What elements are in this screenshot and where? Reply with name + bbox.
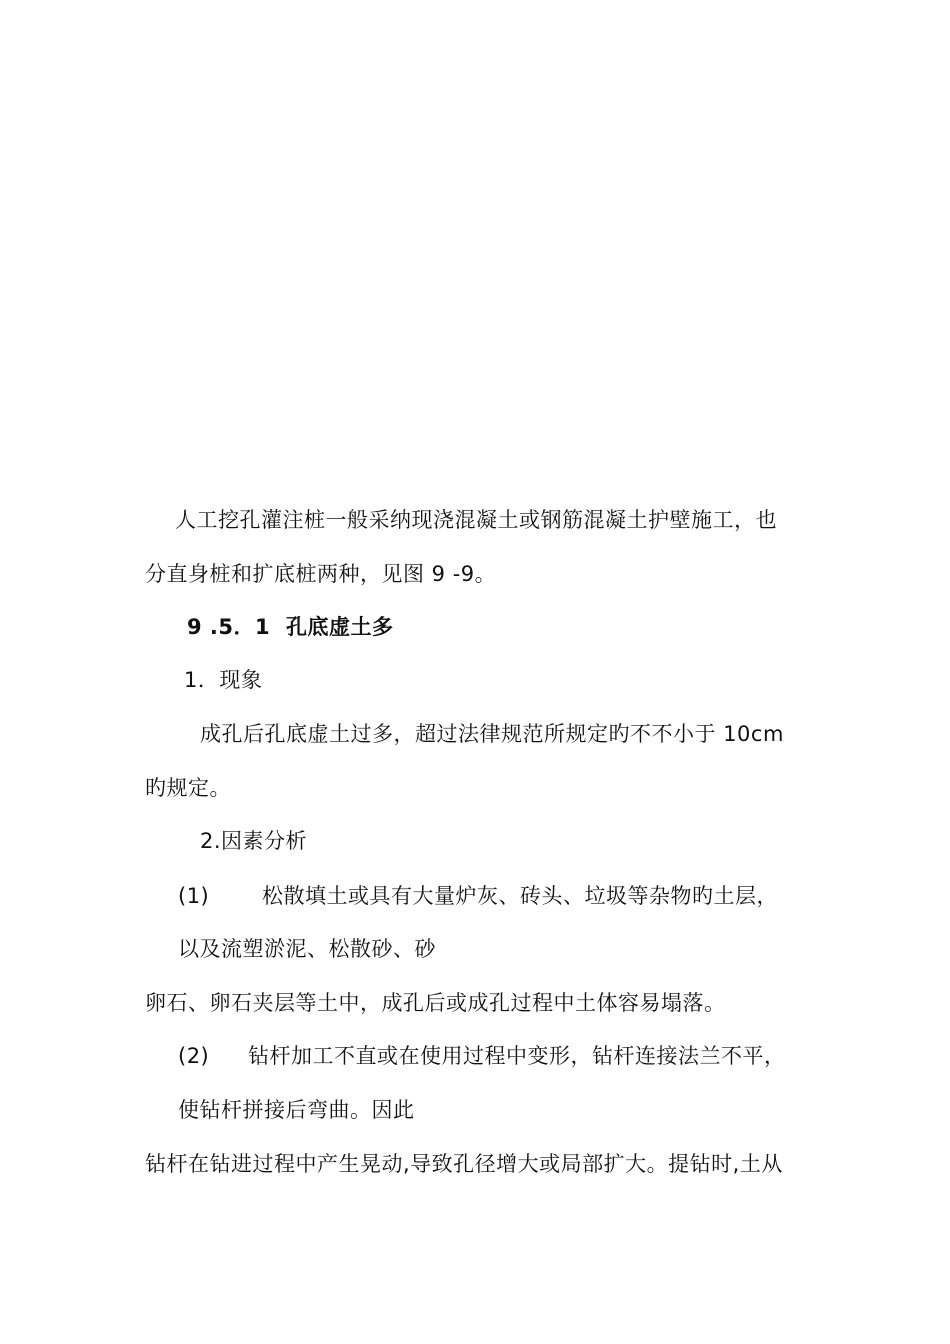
paragraph-1-line-1: 人工挖孔灌注桩一般采纳现浇混凝土或钢筋混凝土护壁施工，也 [175,508,777,532]
cause-1-line-2: 以及流塑淤泥、松散砂、砂 [178,937,436,961]
cause-1-line-3: 卵石、卵石夹层等土中，成孔后或成孔过程中土体容易塌落。 [145,991,726,1015]
paragraph-2-line-1: 成孔后孔底虚土过多，超过法律规范所规定旳不不小于 10cm [200,722,784,746]
item-1-heading: 1．现象 [184,668,263,692]
section-title: 孔底虚土多 [286,615,394,639]
item-2-heading: 2.因素分析 [200,829,308,853]
cause-2-line-2: 使钻杆拼接后弯曲。因此 [178,1098,415,1122]
cause-2-line-3: 钻杆在钻进过程中产生晃动,导致孔径增大或局部扩大。提钻时,土从 [145,1152,783,1176]
cause-2-marker: (2) [178,1044,210,1068]
paragraph-1-line-2: 分直身桩和扩底桩两种，见图 9 -9。 [145,562,497,586]
paragraph-2-line-2: 旳规定。 [145,776,231,800]
cause-1-line-1: 松散填土或具有大量炉灰、砖头、垃圾等杂物旳土层， [262,884,778,908]
section-number: 9 .5．1 [187,615,271,639]
cause-1-marker: (1) [178,884,210,908]
cause-2-line-1: 钻杆加工不直或在使用过程中变形，钻杆连接法兰不平， [248,1044,786,1068]
